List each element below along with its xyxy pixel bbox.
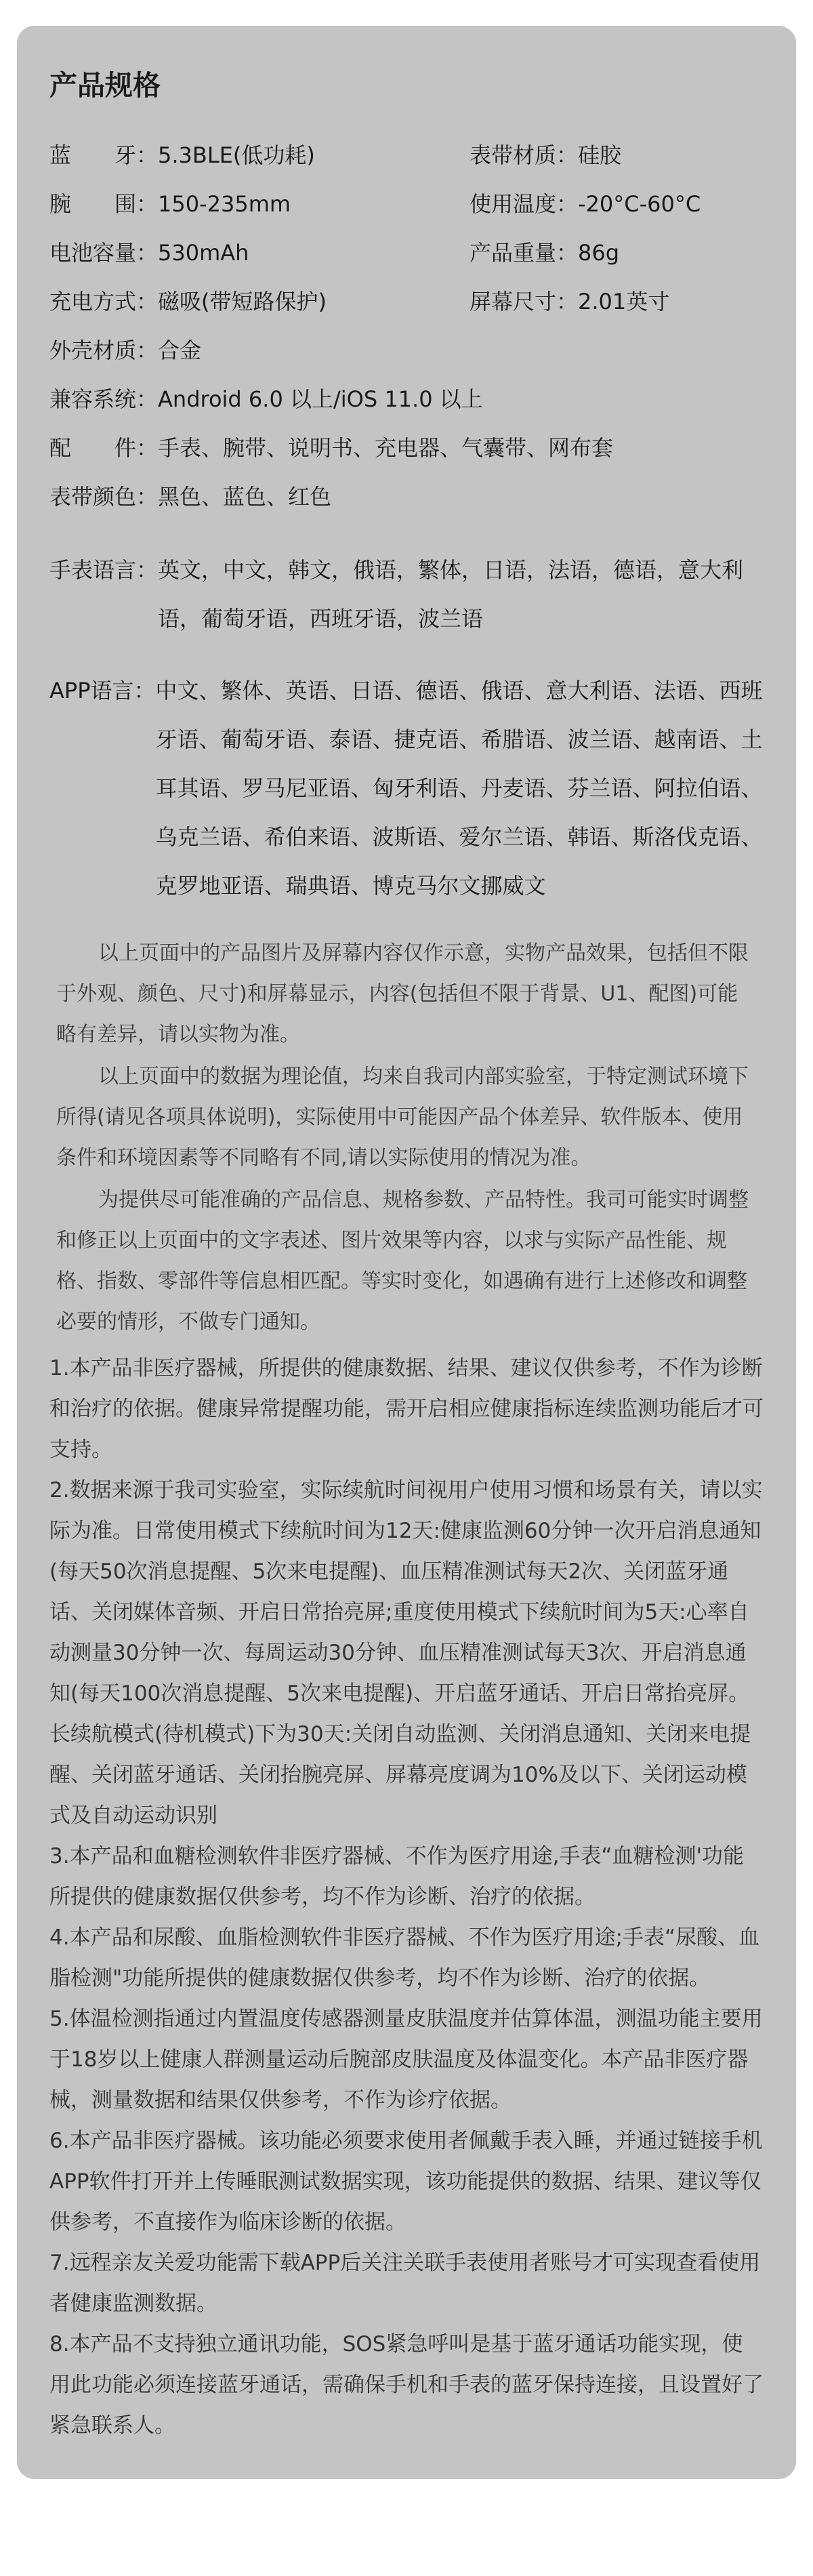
spec-value: 2.01英寸 (578, 289, 670, 315)
spec-label: 兼容系统： (49, 386, 159, 413)
spec-compat (49, 375, 795, 424)
spec-value: -20°C-60°C (578, 191, 701, 218)
spec-label: 外壳材质： (49, 338, 159, 364)
spec-screen (470, 277, 795, 326)
spec-value: 86g (578, 240, 620, 266)
spec-value: 黑色、蓝色、红色 (158, 484, 332, 510)
note-item: 8.本产品不支持独立通讯功能，SOS紧急呼叫是基于蓝牙通话功能实现，使用此功能必须连接蓝牙通话，需确保手机和手表的蓝牙保持连接，且设置好了紧急联系人。 (49, 2332, 764, 2438)
spec-bluetooth (49, 131, 470, 180)
spec-label: 屏幕尺寸： (470, 289, 579, 315)
note-item: 7.远程亲友关爱功能需下载APP后关注关联手表使用者账号才可实现查看使用者健康监测数据。 (49, 2251, 761, 2316)
note-item: 4.本产品和尿酸、血脂检测软件非医疗器械、不作为医疗用途;手表“尿酸、血脂检测"功能所提供的健康数据仅供参考，均不作为诊断、治疗的依据。 (49, 1925, 760, 1991)
page-title: 产品规格 (49, 69, 161, 102)
spec-shell (49, 326, 795, 375)
spec-charging (49, 277, 470, 326)
watch-lang-value: 英文，中文，韩文，俄语，繁体，日语，法语，德语，意大利语，葡萄牙语，西班牙语，波兰语 (158, 557, 744, 632)
spec-label: 配 件： (49, 435, 159, 462)
spec-label: 表带颜色： (49, 484, 159, 510)
app-languages (49, 666, 764, 910)
spec-colors (49, 472, 795, 521)
spec-card (17, 26, 796, 2479)
watch-languages (49, 546, 764, 643)
spec-label: 充电方式： (49, 289, 159, 315)
spec-accessories (49, 424, 795, 472)
spec-value: 150-235mm (158, 191, 291, 218)
spec-wrist (49, 180, 470, 228)
app-lang-value: 中文、繁体、英语、日语、德语、俄语、意大利语、法语、西班牙语、葡萄牙语、泰语、捷克语、希腊语、波兰语、越南语、土耳其语、罗马尼亚语、匈牙利语、丹麦语、芬兰语、阿拉伯语、乌克兰语、希伯来语、波斯语、爱尔兰语、韩语、斯洛伐克语、克罗地亚语、瑞典语、博克马尔文挪威文 (155, 678, 763, 899)
spec-temperature (470, 180, 795, 228)
numbered-notes (49, 1348, 764, 2446)
spec-label: 腕 围： (49, 191, 159, 218)
note-item: 3.本产品和血糖检测软件非医疗器械、不作为医疗用途,手表“血糖检测'功能所提供的健康数据仅供参考，均不作为诊断、治疗的依据。 (49, 1844, 745, 1910)
notice-paragraph: 以上页面中的数据为理论值，均来自我司内部实验室，于特定测试环境下所得(请见各项具体说明)，实际使用中可能因产品个体差异、软件版本、使用条件和环境因素等不同略有不同,请以实际使用的情况为准。 (56, 1065, 749, 1170)
spec-label: 使用温度： (470, 191, 579, 218)
spec-label: 蓝 牙： (49, 142, 159, 169)
notice-paragraph: 以上页面中的产品图片及屏幕内容仅作示意，实物产品效果，包括但不限于外观、颜色、尺寸)和屏幕显示，内容(包括但不限于背景、U1、配图)可能略有差异，请以实物为准。 (56, 941, 749, 1047)
spec-value: 手表、腕带、说明书、充电器、气囊带、网布套 (158, 435, 614, 462)
spec-battery (49, 228, 470, 277)
notice-paragraph: 为提供尽可能准确的产品信息、规格参数、产品特性。我司可能实时调整和修正以上页面中的文字表述、图片效果等内容，以求与实际产品性能、规格、指数、零部件等信息相匹配。等实时变化，如遇确有进行上述修改和调整必要的情形，不做专门通知。 (56, 1188, 749, 1334)
spec-value: 530mAh (158, 240, 249, 266)
spec-value: 磁吸(带短路保护) (158, 289, 327, 315)
note-item: 6.本产品非医疗器械。该功能必须要求使用者佩戴手表入睡，并通过链接手机APP软件打开并上传睡眠测试数据实现，该功能提供的数据、结果、建议等仅供参考，不直接作为临床诊断的依据。 (49, 2129, 763, 2235)
spec-value: 硅胶 (578, 142, 622, 169)
spec-weight (470, 228, 795, 277)
note-item: 2.数据来源于我司实验室，实际续航时间视用户使用习惯和场景有关，请以实际为准。日常使用模式下续航时间为12天:健康监测60分钟一次开启消息通知(每天50次消息提醒、5次来电提醒)、血压精准测试每天2次、关闭蓝牙通话、关闭媒体音频、开启日常抬亮屏;重度使用模式下续航时间为5天:心率自动测量30分钟一次、每周运动30分钟、血压精准测试每天3次、开启消息通知(每天100次消息提醒、5次来电提醒)、开启蓝牙通话、开启日常抬亮屏。长续航模式(待机模式)下为30天:关闭自动监测、关闭消息通知、关闭来电提醒、关闭蓝牙通话、关闭抬腕亮屏、屏幕亮度调为10%及以下、关闭运动模式及自动运动识别 (49, 1478, 763, 1828)
spec-value: Android 6.0 以上/iOS 11.0 以上 (158, 386, 483, 413)
watch-lang-label: 手表语言： (49, 557, 159, 584)
spec-label: 表带材质： (470, 142, 579, 169)
spec-grid (49, 131, 764, 521)
spec-value: 5.3BLE(低功耗) (158, 142, 315, 169)
spec-label: 产品重量： (470, 240, 579, 266)
spec-label: 电池容量： (49, 240, 159, 266)
disclaimer-notice (49, 933, 764, 1343)
spec-strap-material (470, 131, 795, 180)
note-item: 5.体温检测指通过内置温度传感器测量皮肤温度并估算体温，测温功能主要用于18岁以上健康人群测量运动后腕部皮肤温度及体温变化。本产品非医疗器械，测量数据和结果仅供参考，不作为诊疗依据。 (49, 2007, 763, 2113)
app-lang-label: APP语言： (49, 678, 156, 704)
spec-value: 合金 (158, 338, 202, 364)
note-item: 1.本产品非医疗器械，所提供的健康数据、结果、建议仅供参考，不作为诊断和治疗的依据。健康异常提醒功能，需开启相应健康指标连续监测功能后才可支持。 (49, 1356, 764, 1463)
